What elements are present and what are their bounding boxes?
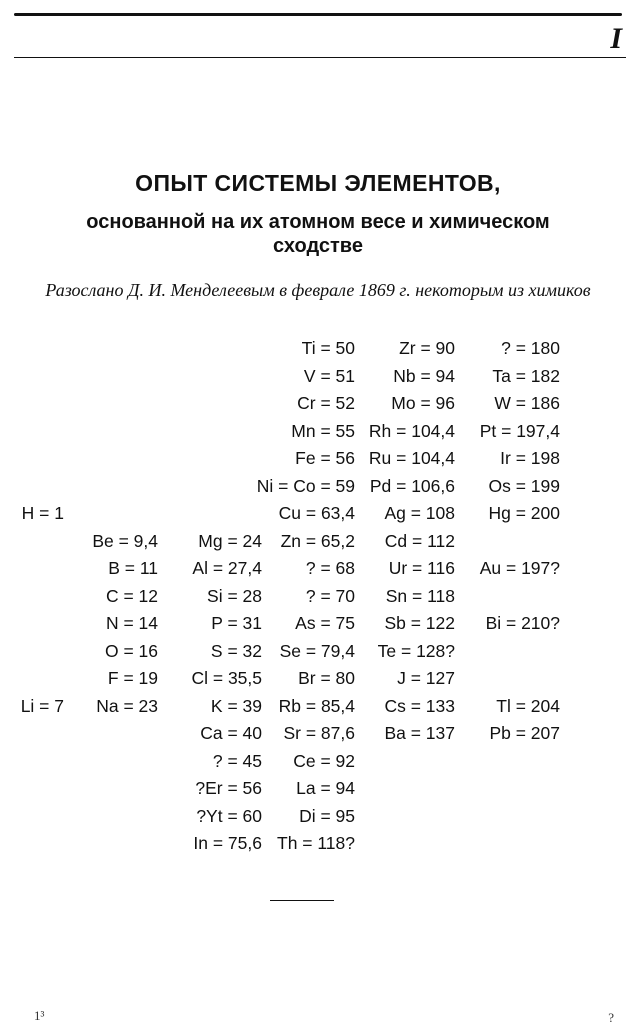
- element-cell: J = 127: [397, 668, 455, 688]
- element-cell: F = 19: [107, 668, 158, 688]
- top-rule-thin: [14, 57, 626, 58]
- element-cell: Nb = 94: [393, 365, 455, 386]
- element-cell: Os = 199: [488, 475, 560, 496]
- element-cell: Sr = 87,6: [283, 723, 355, 743]
- element-cell: B = 11: [108, 558, 158, 578]
- element-cell: Cs = 133: [384, 695, 455, 716]
- element-cell: Sb = 122: [384, 613, 455, 633]
- element-cell: Be = 9,4: [92, 530, 158, 551]
- element-cell: Ti = 50: [301, 338, 355, 358]
- element-cell: ? = 45: [212, 750, 262, 771]
- element-cell: Cd = 112: [384, 530, 455, 551]
- element-cell: Br = 80: [298, 668, 355, 688]
- element-cell: ? = 68: [305, 558, 355, 578]
- page-title: ОПЫТ СИСТЕМЫ ЭЛЕМЕНТОВ,: [135, 170, 501, 196]
- element-cell: Cr = 52: [297, 393, 355, 413]
- element-cell: Mg = 24: [198, 530, 262, 551]
- element-cell: Pb = 207: [489, 723, 560, 743]
- element-cell: Pd = 106,6: [369, 475, 455, 496]
- element-cell: Au = 197?: [479, 558, 560, 578]
- element-cell: Se = 79,4: [279, 640, 355, 661]
- element-cell: Zn = 65,2: [280, 530, 355, 551]
- element-cell: H = 1: [21, 503, 64, 523]
- element-cell: ? = 180: [501, 338, 560, 358]
- element-cell: W = 186: [494, 393, 560, 413]
- separator-line: [270, 900, 334, 901]
- element-cell: Mo = 96: [391, 393, 455, 413]
- element-cell: Fe = 56: [295, 448, 355, 468]
- element-cell: ?Er = 56: [195, 778, 262, 798]
- element-cell: Th = 118?: [277, 833, 355, 853]
- element-cell: Zr = 90: [399, 338, 455, 358]
- element-cell: Li = 7: [20, 695, 64, 716]
- element-cell: Cl = 35,5: [191, 668, 262, 688]
- page-footer-right: ?: [608, 1010, 614, 1025]
- element-cell: C = 12: [105, 585, 158, 606]
- page-footer-left: 1³: [34, 1008, 45, 1023]
- element-cell: Ta = 182: [492, 365, 560, 386]
- element-cell: P = 31: [211, 613, 262, 633]
- element-cell: Pt = 197,4: [479, 420, 560, 441]
- chapter-number: I: [610, 22, 622, 55]
- element-cell: Cu = 63,4: [278, 503, 355, 523]
- element-cell: Si = 28: [207, 585, 262, 606]
- page-subtitle: основанной на их атомном весе и химическом сходстве: [86, 211, 550, 257]
- element-cell: Ru = 104,4: [368, 448, 455, 468]
- element-cell: Rh = 104,4: [368, 420, 455, 441]
- distribution-note: Разослано Д. И. Менделеевым в феврале 1869 г. некоторым из химиков: [45, 280, 591, 300]
- element-cell: S = 32: [210, 640, 262, 661]
- element-cell: La = 94: [296, 778, 355, 798]
- element-cell: Ni = Co = 59: [256, 475, 355, 496]
- element-cell: As = 75: [295, 613, 355, 633]
- element-cell: Ag = 108: [384, 503, 455, 523]
- element-cell: Ir = 198: [500, 448, 560, 468]
- element-cell: Ce = 92: [293, 750, 355, 771]
- element-cell: Al = 27,4: [192, 558, 262, 578]
- element-cell: V = 51: [303, 365, 355, 386]
- element-cell: Bi = 210?: [485, 613, 560, 633]
- element-cell: In = 75,6: [193, 833, 262, 853]
- element-cell: O = 16: [104, 640, 158, 661]
- element-cell: Tl = 204: [496, 695, 560, 716]
- element-cell: Na = 23: [96, 695, 158, 716]
- element-cell: K = 39: [210, 695, 262, 716]
- element-cell: ?Yt = 60: [196, 805, 262, 826]
- element-cell: Ba = 137: [384, 723, 455, 743]
- element-cell: Hg = 200: [488, 503, 560, 523]
- element-cell: Te = 128?: [377, 640, 455, 661]
- element-cell: Mn = 55: [291, 420, 355, 441]
- element-cell: Rb = 85,4: [278, 695, 355, 716]
- element-cell: ? = 70: [305, 585, 355, 606]
- element-cell: Di = 95: [299, 805, 355, 826]
- element-cell: Ur = 116: [388, 558, 455, 578]
- element-cell: N = 14: [105, 613, 158, 633]
- top-rule-thick: [14, 13, 622, 16]
- element-cell: Ca = 40: [200, 723, 262, 743]
- element-cell: Sn = 118: [385, 585, 455, 606]
